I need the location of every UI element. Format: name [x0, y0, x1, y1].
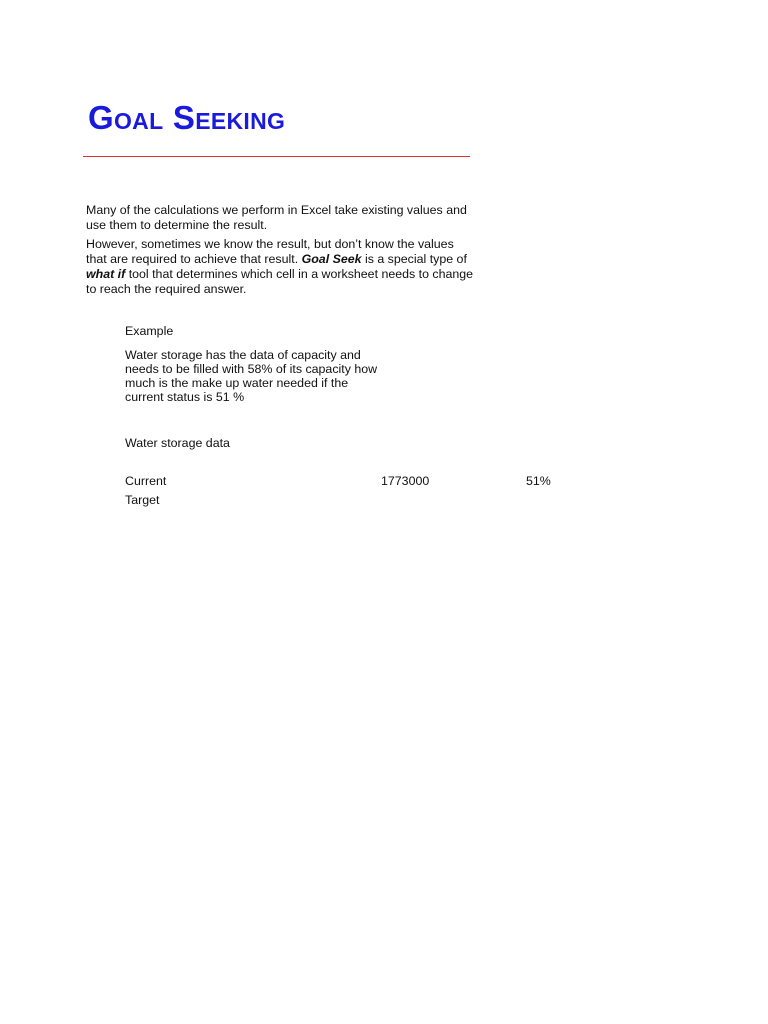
page-title: Goal Seeking: [88, 99, 286, 136]
current-row-label: Current: [125, 474, 167, 488]
intro-paragraph-2: [86, 237, 476, 298]
intro-paragraph-2-end: tool that determines which cell in a worksheet needs to change to reach the required answer.: [86, 267, 474, 297]
intro-paragraph-2-middle: is a special type of: [361, 251, 467, 266]
intro-paragraph-2-start: However, sometimes we know the result, but don’t know the values that are required to achieve that result.: [86, 236, 454, 266]
goal-seek-term: Goal Seek: [301, 251, 362, 266]
storage-data-label: Water storage data: [125, 436, 230, 450]
intro-paragraph-1: Many of the calculations we perform in Excel take existing values and use them to determine the result.: [86, 203, 467, 233]
example-description: Water storage has the data of capacity and needs to be filled with 58% of its capacity how much is the make up water needed if the current status is 51 %: [125, 348, 378, 404]
example-label: Example: [125, 324, 174, 338]
current-percent-value: 51%: [526, 474, 551, 488]
title-divider: [83, 156, 470, 157]
target-row-label: Target: [125, 493, 160, 507]
what-if-term: what if: [86, 267, 126, 282]
current-amount-value: 1773000: [381, 474, 430, 488]
intro-section: [86, 203, 476, 298]
